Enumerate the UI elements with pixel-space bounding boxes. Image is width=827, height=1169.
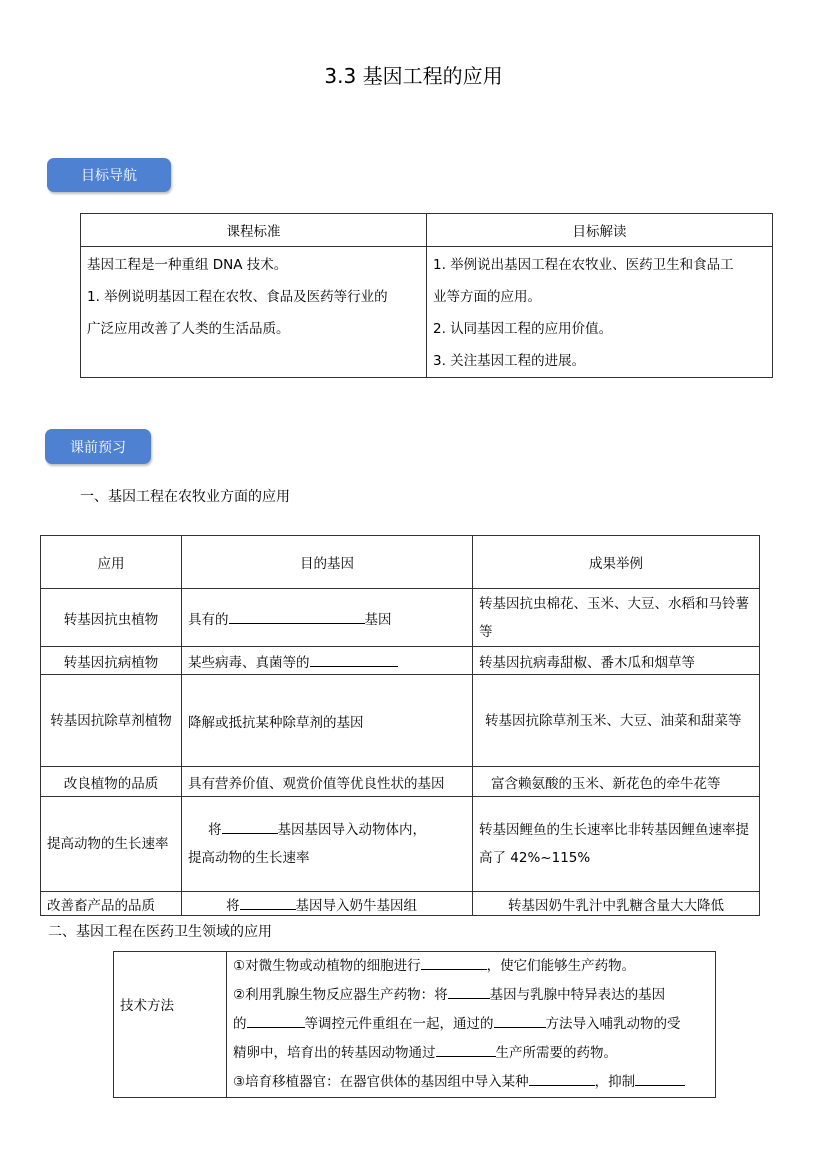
result-cell: 转基因抗虫棉花、玉米、大豆、水稻和马铃薯等 [473, 589, 760, 647]
method-text: ②利用乳腺生物反应器生产药物：将 [233, 987, 448, 1003]
gene-text: 基因基因导入动物体内， [277, 822, 426, 838]
fill-blank[interactable] [436, 1042, 496, 1057]
fill-blank[interactable] [494, 1013, 546, 1028]
app-cell: 转基因抗病植物 [41, 647, 182, 675]
fill-blank[interactable] [240, 895, 296, 910]
medicine-table [113, 951, 716, 1098]
table-row [41, 892, 760, 916]
preview-badge: 课前预习 [45, 429, 151, 464]
fill-blank[interactable] [229, 609, 365, 624]
goal-interp-line: 业等方面的应用。 [433, 289, 541, 305]
goal-standard-line: 广泛应用改善了人类的生活品质。 [87, 321, 290, 337]
method-text: 精卵中，培育出的转基因动物通过 [233, 1045, 436, 1061]
result-cell: 转基因抗病毒甜椒、番木瓜和烟草等 [473, 647, 760, 675]
method-label: 技术方法 [114, 952, 227, 1098]
goal-table [80, 213, 773, 378]
goal-standard-cell [81, 247, 427, 378]
section2-heading: 二、基因工程在医药卫生领域的应用 [48, 924, 272, 940]
header-application: 应用 [41, 536, 182, 589]
method-content [227, 952, 716, 1098]
table-row [41, 589, 760, 647]
section1-heading: 一、基因工程在农牧业方面的应用 [80, 489, 290, 505]
page-title: 3.3 基因工程的应用 [324, 64, 503, 88]
table-row [41, 647, 760, 675]
gene-cell [182, 892, 473, 916]
method-text: 方法导入哺乳动物的受 [545, 1016, 681, 1032]
method-text: ，抑制 [594, 1074, 636, 1090]
gene-text: 将 [208, 822, 222, 838]
method-text: ③培育移植器官：在器官供体的基因组中导入某种 [233, 1074, 529, 1090]
goal-standard-line: 基因工程是一种重组 DNA 技术。 [87, 257, 288, 273]
method-text: 等调控元件重组在一起，通过的 [304, 1016, 494, 1032]
app-cell: 转基因抗虫植物 [41, 589, 182, 647]
gene-text: 提高动物的生长速率 [188, 850, 310, 866]
table-row [41, 797, 760, 892]
goal-interp-line: 3. 关注基因工程的进展。 [433, 353, 586, 369]
gene-cell: 具有营养价值、观赏价值等优良性状的基因 [182, 767, 473, 797]
method-text: 的 [233, 1016, 247, 1032]
goal-interp-line: 1. 举例说出基因工程在农牧业、医药卫生和食品工 [433, 257, 734, 273]
table-row [41, 767, 760, 797]
result-cell: 转基因奶牛乳汁中乳糖含量大大降低 [473, 892, 760, 916]
table-row [41, 675, 760, 767]
goal-standard-line: 1. 举例说明基因工程在农牧、食品及医药等行业的 [87, 289, 388, 305]
app-cell: 改良植物的品质 [41, 767, 182, 797]
method-line [233, 981, 709, 1010]
fill-blank[interactable] [529, 1071, 595, 1086]
goal-interp-line: 2. 认同基因工程的应用价值。 [433, 321, 613, 337]
method-line [233, 1068, 709, 1097]
fill-blank[interactable] [222, 819, 278, 834]
fill-blank[interactable] [635, 1071, 685, 1086]
method-text: ①对微生物或动植物的细胞进行 [233, 958, 421, 974]
header-result: 成果举例 [473, 536, 760, 589]
agriculture-table [40, 535, 760, 916]
method-line [233, 952, 709, 981]
app-cell: 转基因抗除草剂植物 [41, 675, 182, 767]
gene-cell [182, 797, 473, 892]
method-text: ，使它们能够生产药物。 [486, 958, 636, 974]
result-cell: 转基因抗除草剂玉米、大豆、油菜和甜菜等 [473, 675, 760, 767]
method-text: 生产所需要的药物。 [495, 1045, 617, 1061]
fill-blank[interactable] [421, 955, 487, 970]
goal-header-interpretation: 目标解读 [427, 214, 773, 247]
fill-blank[interactable] [247, 1013, 305, 1028]
fill-blank[interactable] [310, 652, 398, 667]
goal-nav-badge: 目标导航 [47, 158, 171, 192]
gene-text: 某些病毒、真菌等的 [188, 654, 310, 671]
method-text: 基因与乳腺中特异表达的基因 [489, 987, 666, 1003]
gene-cell [182, 647, 473, 675]
gene-text: 将 [226, 897, 240, 914]
gene-text: 基因导入奶牛基因组 [295, 897, 417, 914]
goal-header-standard: 课程标准 [81, 214, 427, 247]
result-cell: 转基因鲤鱼的生长速率比非转基因鲤鱼速率提高了 42%~115% [473, 797, 760, 892]
app-cell: 提高动物的生长速率 [41, 797, 182, 892]
method-line [233, 1010, 709, 1039]
gene-cell [182, 589, 473, 647]
app-cell: 改善畜产品的品质 [41, 892, 182, 916]
method-line [233, 1039, 709, 1068]
header-target-gene: 目的基因 [182, 536, 473, 589]
gene-text: 具有的 [188, 611, 229, 628]
gene-cell: 降解或抵抗某种除草剂的基因 [182, 675, 473, 767]
gene-text: 基因 [364, 611, 392, 628]
fill-blank[interactable] [448, 984, 490, 999]
goal-interpretation-cell [427, 247, 773, 378]
result-cell: 富含赖氨酸的玉米、新花色的牵牛花等 [473, 767, 760, 797]
